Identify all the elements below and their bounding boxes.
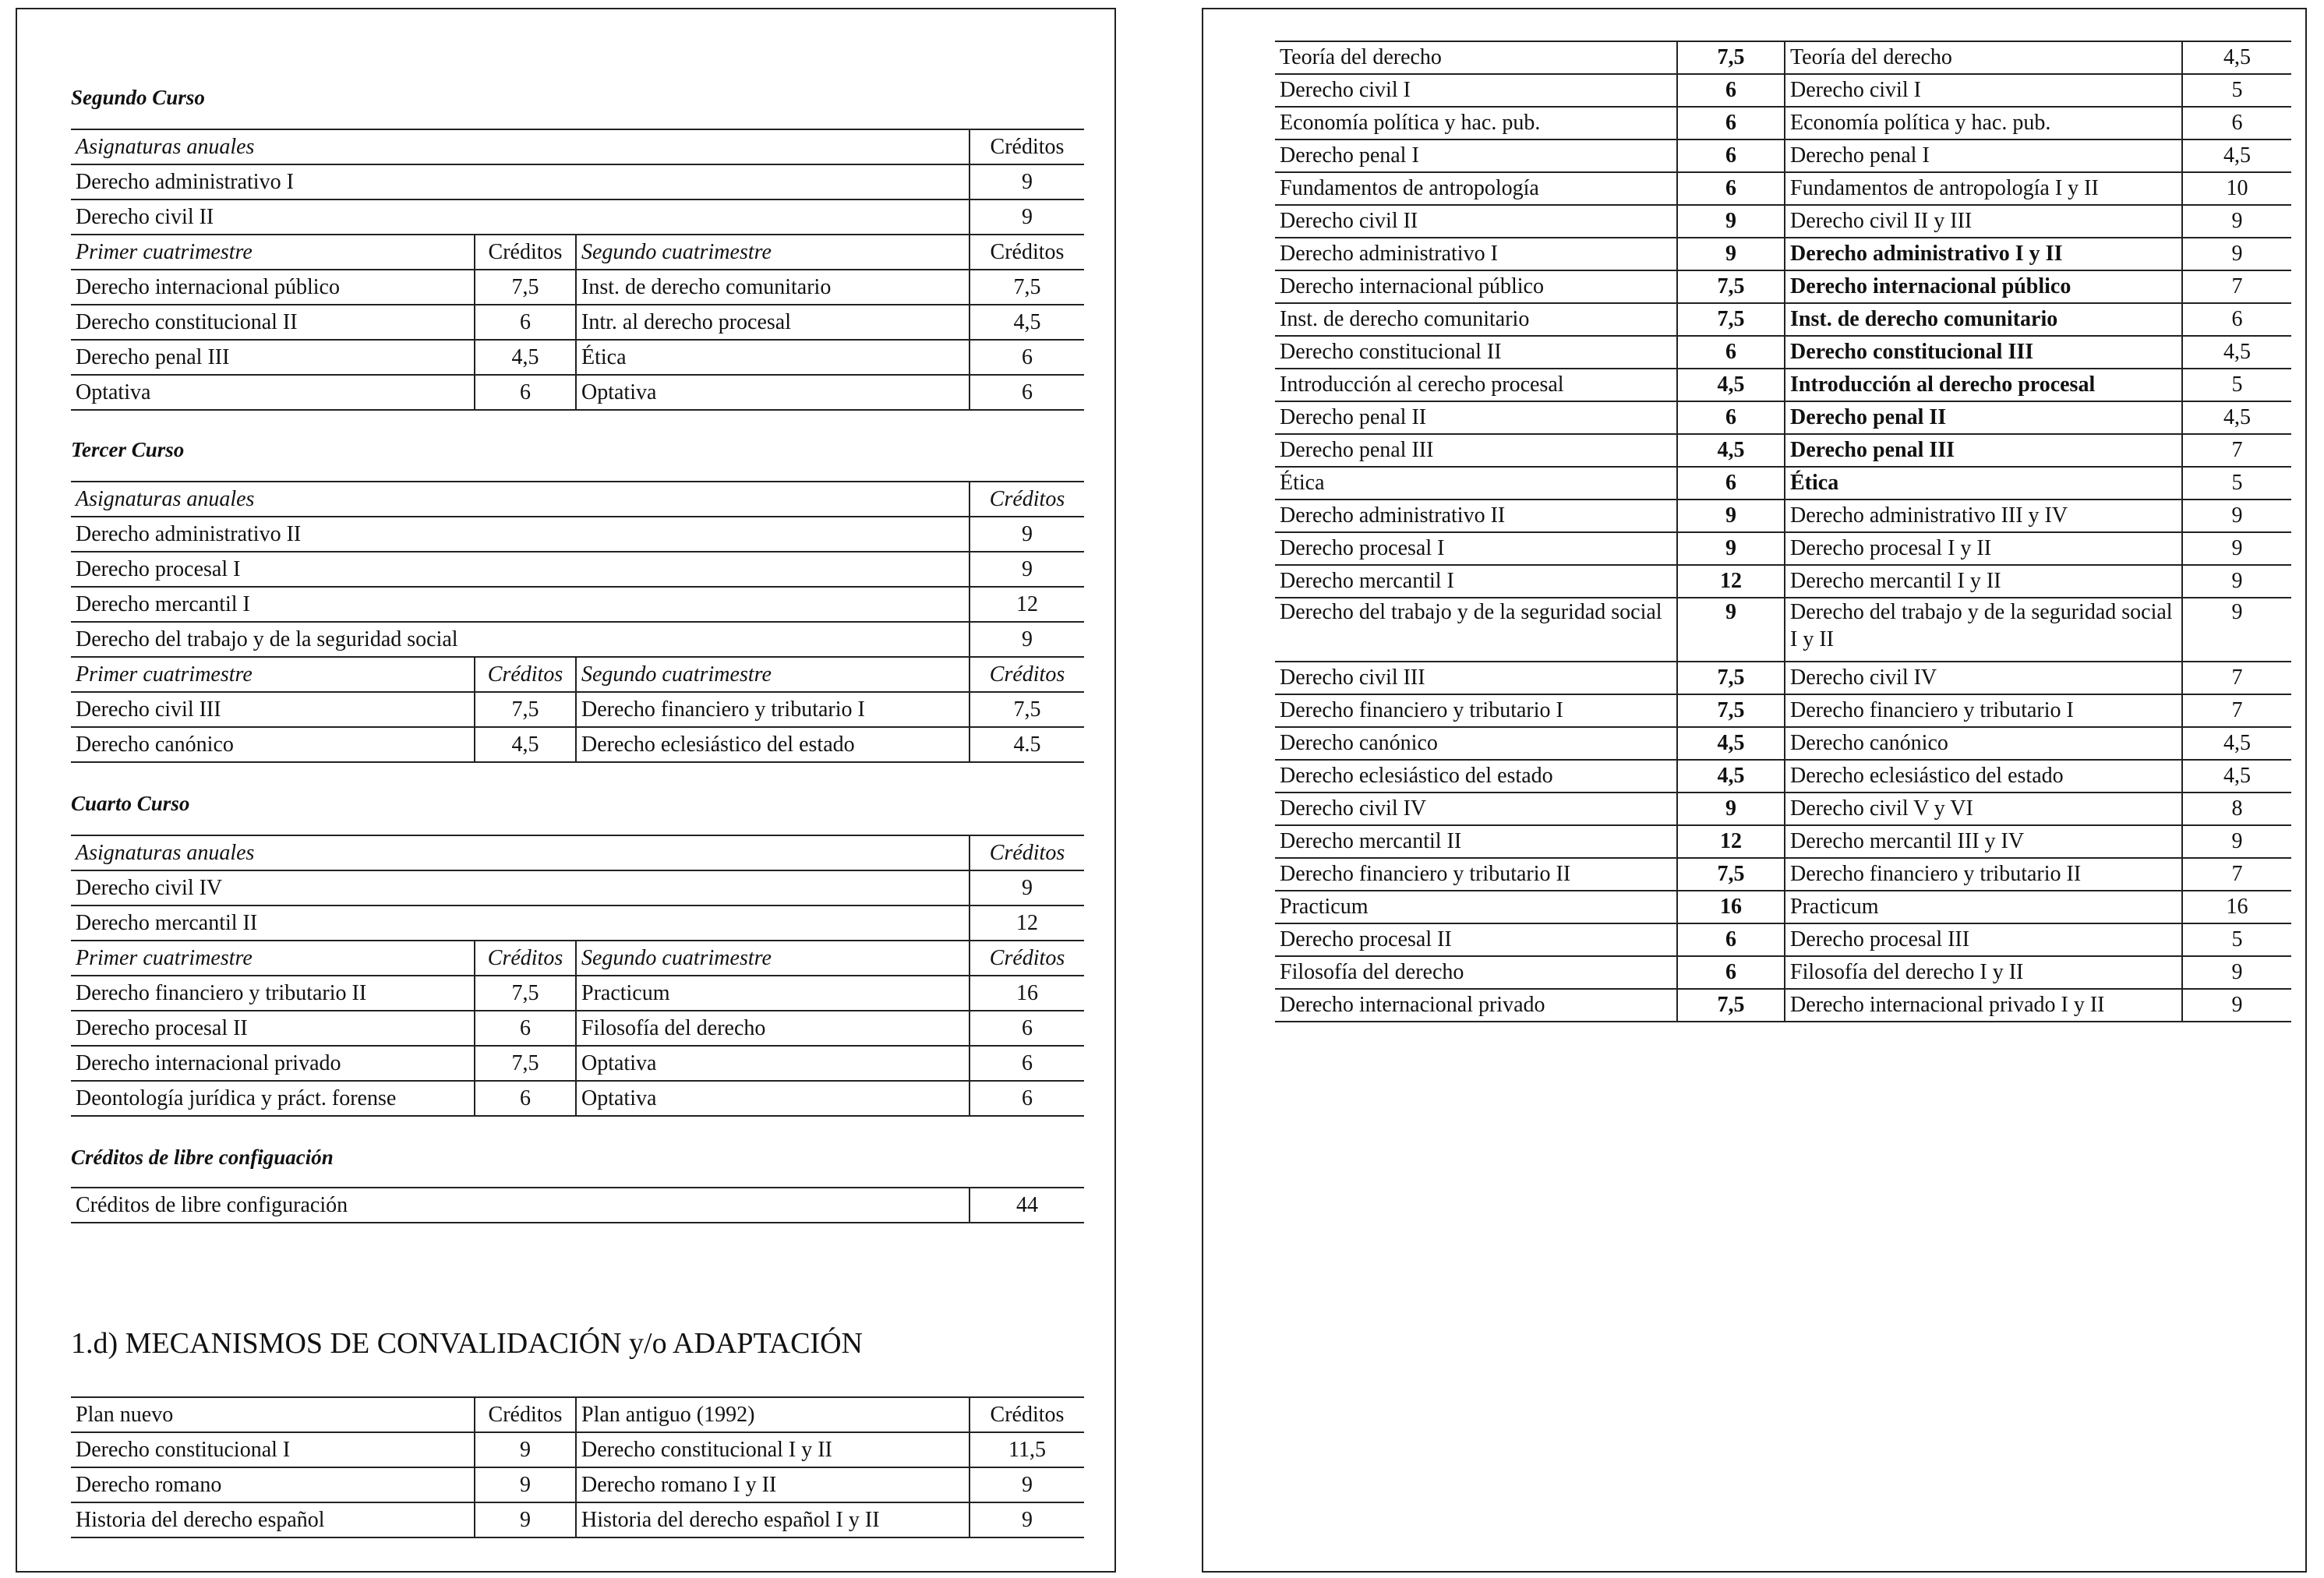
table-cell: Derecho internacional privado bbox=[1275, 989, 1677, 1022]
table-cell: 6 bbox=[970, 1011, 1084, 1046]
table-cell: 4,5 bbox=[1677, 369, 1785, 401]
table-row bbox=[1275, 41, 2291, 74]
table-row bbox=[1275, 205, 2291, 238]
table-cell: 6 bbox=[970, 1046, 1084, 1081]
header-cell: Primer cuatrimestre bbox=[71, 941, 475, 976]
table-cell: Derecho procesal II bbox=[71, 1011, 475, 1046]
table-row bbox=[71, 164, 1084, 199]
table-cell: 7,5 bbox=[1677, 858, 1785, 891]
header-cell: Plan nuevo bbox=[71, 1397, 475, 1432]
table-cell: Derecho eclesiástico del estado bbox=[1785, 760, 2182, 793]
table-cell: Derecho administrativo II bbox=[71, 517, 970, 552]
header-cell: Créditos bbox=[970, 129, 1084, 164]
table-cell: Derecho procesal I bbox=[71, 552, 970, 587]
table-cell: Derecho procesal III bbox=[1785, 923, 2182, 956]
table-cell: 7,5 bbox=[1677, 41, 1785, 74]
table-row bbox=[1275, 662, 2291, 694]
table-cell: Historia del derecho español I y II bbox=[576, 1502, 970, 1537]
table-cell: 7,5 bbox=[1677, 303, 1785, 336]
table-row bbox=[71, 1011, 1084, 1046]
table-cell: Inst. de derecho comunitario bbox=[1275, 303, 1677, 336]
table-cell: Derecho internacional público bbox=[1275, 270, 1677, 303]
table-row bbox=[1275, 793, 2291, 825]
table-cell: 11,5 bbox=[970, 1432, 1084, 1467]
table-cell: Derecho romano I y II bbox=[576, 1467, 970, 1502]
header-cell: Créditos bbox=[475, 235, 576, 270]
table-row bbox=[71, 587, 1084, 622]
table-row bbox=[71, 870, 1084, 905]
table-cell: 6 bbox=[475, 375, 576, 410]
table-cell: Derecho civil IV bbox=[1785, 662, 2182, 694]
table-row bbox=[1275, 434, 2291, 467]
section-title-tercer: Tercer Curso bbox=[71, 438, 185, 461]
table-cell: 6 bbox=[1677, 107, 1785, 139]
table-cell: 7,5 bbox=[475, 976, 576, 1011]
header-cell: Créditos bbox=[970, 235, 1084, 270]
table-cell: 9 bbox=[970, 517, 1084, 552]
table-cell: 6 bbox=[1677, 923, 1785, 956]
table-row bbox=[71, 340, 1084, 375]
table-cell: Derecho penal III bbox=[1785, 434, 2182, 467]
table-cell: 9 bbox=[970, 552, 1084, 587]
table-convalidacion bbox=[71, 1396, 1084, 1538]
section-title-cuarto: Cuarto Curso bbox=[71, 792, 190, 815]
table-row bbox=[71, 1467, 1084, 1502]
table-cell: 12 bbox=[1677, 565, 1785, 598]
table-cell: Derecho financiero y tributario II bbox=[1275, 858, 1677, 891]
table-cell: 9 bbox=[1677, 532, 1785, 565]
table-cell: 9 bbox=[2182, 205, 2291, 238]
table-cell: 9 bbox=[970, 164, 1084, 199]
table-row bbox=[71, 517, 1084, 552]
table-cell: Inst. de derecho comunitario bbox=[1785, 303, 2182, 336]
table-cell: Créditos de libre configuración bbox=[71, 1188, 970, 1223]
table-cell: Derecho mercantil III y IV bbox=[1785, 825, 2182, 858]
table-equivalencias bbox=[1275, 41, 2291, 1022]
table-cell: Derecho mercantil II bbox=[71, 905, 970, 941]
header-cell: Primer cuatrimestre bbox=[71, 657, 475, 692]
table-cell: 6 bbox=[2182, 303, 2291, 336]
header-cell: Primer cuatrimestre bbox=[71, 235, 475, 270]
table-cell: Ética bbox=[1275, 467, 1677, 500]
table-cell: Derecho canónico bbox=[1275, 727, 1677, 760]
table-cell: 6 bbox=[475, 1081, 576, 1116]
table-row bbox=[1275, 858, 2291, 891]
header-cell: Segundo cuatrimestre bbox=[576, 657, 970, 692]
table-row bbox=[71, 1188, 1084, 1223]
table-cell: 9 bbox=[475, 1432, 576, 1467]
table-row bbox=[1275, 989, 2291, 1022]
table-cell: 9 bbox=[970, 870, 1084, 905]
table-cell: 6 bbox=[1677, 336, 1785, 369]
table-row bbox=[1275, 270, 2291, 303]
table-cell: Derecho constitucional II bbox=[71, 305, 475, 340]
table-cell: 4,5 bbox=[2182, 760, 2291, 793]
table-cell: Derecho civil III bbox=[71, 692, 475, 727]
table-row bbox=[1275, 303, 2291, 336]
table-cell: 7,5 bbox=[1677, 989, 1785, 1022]
table-row bbox=[1275, 825, 2291, 858]
table-row bbox=[1275, 532, 2291, 565]
table-cell: Deontología jurídica y práct. forense bbox=[71, 1081, 475, 1116]
header-cell: Asignaturas anuales bbox=[71, 129, 970, 164]
table-cell: 7,5 bbox=[970, 270, 1084, 305]
table-cell: 7,5 bbox=[475, 270, 576, 305]
header-cell: Créditos bbox=[970, 941, 1084, 976]
table-cell: Derecho civil I bbox=[1275, 74, 1677, 107]
table-row bbox=[71, 692, 1084, 727]
header-cell: Segundo cuatrimestre bbox=[576, 235, 970, 270]
table-row bbox=[1275, 401, 2291, 434]
table-cell: 5 bbox=[2182, 74, 2291, 107]
table-cell: Filosofía del derecho bbox=[576, 1011, 970, 1046]
table-cell: Derecho civil III bbox=[1275, 662, 1677, 694]
table-cell: Derecho mercantil I bbox=[71, 587, 970, 622]
table-cell: Practicum bbox=[1785, 891, 2182, 923]
table-cell: 9 bbox=[970, 199, 1084, 235]
table-cell: 7,5 bbox=[1677, 662, 1785, 694]
header-cell: Créditos bbox=[970, 835, 1084, 870]
table-cell: 6 bbox=[475, 305, 576, 340]
table-row bbox=[71, 1432, 1084, 1467]
table-cell: 9 bbox=[1677, 205, 1785, 238]
table-cell: 9 bbox=[475, 1467, 576, 1502]
table-cell: 6 bbox=[1677, 956, 1785, 989]
table-cell: Teoría del derecho bbox=[1275, 41, 1677, 74]
table-cell: Historia del derecho español bbox=[71, 1502, 475, 1537]
table-cell: Optativa bbox=[576, 1081, 970, 1116]
right-page bbox=[1202, 8, 2307, 1573]
table-cell: Inst. de derecho comunitario bbox=[576, 270, 970, 305]
table-cell: Teoría del derecho bbox=[1785, 41, 2182, 74]
table-cell: Derecho canónico bbox=[71, 727, 475, 762]
table-row bbox=[1275, 694, 2291, 727]
table-cell: 9 bbox=[2182, 565, 2291, 598]
table-cell: Derecho penal I bbox=[1785, 139, 2182, 172]
table-row bbox=[71, 270, 1084, 305]
equivalencias-body bbox=[1275, 41, 2291, 1022]
table-row bbox=[1275, 598, 2291, 662]
table-cuarto-curso bbox=[71, 835, 1084, 1117]
table-cell: 9 bbox=[970, 1467, 1084, 1502]
table-cell: Derecho constitucional I bbox=[71, 1432, 475, 1467]
table-row bbox=[71, 622, 1084, 657]
table-cell: 16 bbox=[1677, 891, 1785, 923]
table-cell: 4,5 bbox=[970, 305, 1084, 340]
table-cell: Derecho procesal I y II bbox=[1785, 532, 2182, 565]
table-row bbox=[71, 375, 1084, 410]
table-cell: 6 bbox=[1677, 172, 1785, 205]
table-cell: Optativa bbox=[576, 1046, 970, 1081]
table-cell: 9 bbox=[2182, 825, 2291, 858]
table-cell: Derecho financiero y tributario II bbox=[1785, 858, 2182, 891]
section-title-libre: Créditos de libre configuación bbox=[71, 1146, 334, 1169]
table-cell: Derecho civil II bbox=[71, 199, 970, 235]
table-cell: Filosofía del derecho bbox=[1275, 956, 1677, 989]
table-row bbox=[1275, 139, 2291, 172]
table-cell: 6 bbox=[475, 1011, 576, 1046]
table-cell: Fundamentos de antropología I y II bbox=[1785, 172, 2182, 205]
table-cell: 4,5 bbox=[1677, 434, 1785, 467]
table-cell: 6 bbox=[1677, 139, 1785, 172]
table-cell: 7,5 bbox=[475, 1046, 576, 1081]
table-cell: Derecho eclesiástico del estado bbox=[1275, 760, 1677, 793]
table-cell: Derecho civil I bbox=[1785, 74, 2182, 107]
table-row bbox=[1275, 107, 2291, 139]
table-cell: Derecho del trabajo y de la seguridad social I y II bbox=[1785, 598, 2182, 662]
table-row bbox=[1275, 565, 2291, 598]
table-header bbox=[71, 835, 1084, 870]
table-cell: 4,5 bbox=[475, 340, 576, 375]
table-cell: Derecho administrativo III y IV bbox=[1785, 500, 2182, 532]
table-cell: 4,5 bbox=[475, 727, 576, 762]
table-cell: Derecho procesal I bbox=[1275, 532, 1677, 565]
table-cell: 6 bbox=[1677, 74, 1785, 107]
table-cell: Derecho canónico bbox=[1785, 727, 2182, 760]
table-header bbox=[71, 1397, 1084, 1432]
header-cell: Asignaturas anuales bbox=[71, 482, 970, 517]
table-cell: Derecho penal I bbox=[1275, 139, 1677, 172]
table-cell: 9 bbox=[475, 1502, 576, 1537]
table-cell: 7,5 bbox=[1677, 270, 1785, 303]
table-header bbox=[71, 941, 1084, 976]
table-cell: 5 bbox=[2182, 923, 2291, 956]
table-cell: 12 bbox=[970, 905, 1084, 941]
table-cell: 5 bbox=[2182, 467, 2291, 500]
table-cell: 4,5 bbox=[2182, 139, 2291, 172]
table-cell: Derecho del trabajo y de la seguridad social bbox=[1275, 598, 1677, 662]
table-cell: Derecho constitucional II bbox=[1275, 336, 1677, 369]
table-row bbox=[71, 305, 1084, 340]
table-cell: Ética bbox=[1785, 467, 2182, 500]
table-cell: 9 bbox=[1677, 598, 1785, 662]
table-cell: 6 bbox=[970, 1081, 1084, 1116]
table-cell: 9 bbox=[2182, 956, 2291, 989]
table-cell: Practicum bbox=[576, 976, 970, 1011]
table-row bbox=[71, 727, 1084, 762]
table-cell: 7,5 bbox=[1677, 694, 1785, 727]
table-cell: Derecho civil II y III bbox=[1785, 205, 2182, 238]
table-cell: Derecho internacional privado bbox=[71, 1046, 475, 1081]
table-cell: 7 bbox=[2182, 270, 2291, 303]
table-cell: 6 bbox=[970, 375, 1084, 410]
table-row bbox=[1275, 956, 2291, 989]
table-cell: Derecho financiero y tributario I bbox=[1785, 694, 2182, 727]
table-cell: Derecho internacional privado I y II bbox=[1785, 989, 2182, 1022]
table-libre-configuracion bbox=[71, 1187, 1084, 1223]
table-header bbox=[71, 235, 1084, 270]
table-cell: 9 bbox=[2182, 238, 2291, 270]
table-cell: 9 bbox=[2182, 532, 2291, 565]
table-cell: Optativa bbox=[576, 375, 970, 410]
table-cell: 4,5 bbox=[2182, 41, 2291, 74]
table-cell: 7 bbox=[2182, 434, 2291, 467]
table-cell: 4,5 bbox=[1677, 760, 1785, 793]
header-cell: Créditos bbox=[970, 657, 1084, 692]
header-cell: Segundo cuatrimestre bbox=[576, 941, 970, 976]
header-cell: Créditos bbox=[475, 941, 576, 976]
table-cell: Practicum bbox=[1275, 891, 1677, 923]
table-cell: Derecho administrativo I y II bbox=[1785, 238, 2182, 270]
table-cell: Filosofía del derecho I y II bbox=[1785, 956, 2182, 989]
table-cell: 4.5 bbox=[970, 727, 1084, 762]
table-cell: 9 bbox=[1677, 500, 1785, 532]
table-cell: Derecho financiero y tributario II bbox=[71, 976, 475, 1011]
table-cell: Introducción al cerecho procesal bbox=[1275, 369, 1677, 401]
table-cell: 6 bbox=[970, 340, 1084, 375]
table-cell: 5 bbox=[2182, 369, 2291, 401]
table-cell: 12 bbox=[970, 587, 1084, 622]
table-cell: Derecho romano bbox=[71, 1467, 475, 1502]
table-cell: 6 bbox=[1677, 467, 1785, 500]
table-cell: Derecho civil II bbox=[1275, 205, 1677, 238]
table-row bbox=[1275, 74, 2291, 107]
table-row bbox=[1275, 238, 2291, 270]
table-cell: 9 bbox=[970, 622, 1084, 657]
table-cell: Derecho constitucional III bbox=[1785, 336, 2182, 369]
table-cell: Derecho internacional público bbox=[71, 270, 475, 305]
table-row bbox=[1275, 760, 2291, 793]
table-cell: 6 bbox=[2182, 107, 2291, 139]
table-cell: Derecho constitucional I y II bbox=[576, 1432, 970, 1467]
table-row bbox=[71, 199, 1084, 235]
table-row bbox=[71, 905, 1084, 941]
table-cell: Derecho civil V y VI bbox=[1785, 793, 2182, 825]
table-cell: Derecho internacional público bbox=[1785, 270, 2182, 303]
table-cell: 9 bbox=[1677, 793, 1785, 825]
table-row bbox=[1275, 923, 2291, 956]
table-cell: Derecho administrativo II bbox=[1275, 500, 1677, 532]
table-cell: Derecho civil IV bbox=[1275, 793, 1677, 825]
table-cell: Derecho mercantil I bbox=[1275, 565, 1677, 598]
table-cell: 16 bbox=[2182, 891, 2291, 923]
table-cell: 4,5 bbox=[1677, 727, 1785, 760]
table-row bbox=[1275, 369, 2291, 401]
table-cell: 9 bbox=[2182, 500, 2291, 532]
table-cell: 9 bbox=[1677, 238, 1785, 270]
table-cell: 6 bbox=[1677, 401, 1785, 434]
table-cell: Derecho penal II bbox=[1275, 401, 1677, 434]
table-cell: Intr. al derecho procesal bbox=[576, 305, 970, 340]
convalidacion-heading: 1.d) MECANISMOS DE CONVALIDACIÓN y/o ADAPTACIÓN bbox=[71, 1327, 863, 1360]
table-cell: 12 bbox=[1677, 825, 1785, 858]
table-row bbox=[71, 552, 1084, 587]
table-cell: 4,5 bbox=[2182, 401, 2291, 434]
table-cell: 8 bbox=[2182, 793, 2291, 825]
table-cell: 7 bbox=[2182, 858, 2291, 891]
table-cell: Optativa bbox=[71, 375, 475, 410]
table-row bbox=[1275, 500, 2291, 532]
table-cell: Derecho administrativo I bbox=[71, 164, 970, 199]
table-cell: Introducción al derecho procesal bbox=[1785, 369, 2182, 401]
header-cell: Plan antiguo (1992) bbox=[576, 1397, 970, 1432]
table-row bbox=[1275, 891, 2291, 923]
table-row bbox=[71, 976, 1084, 1011]
header-cell: Créditos bbox=[970, 1397, 1084, 1432]
table-row bbox=[71, 1081, 1084, 1116]
table-cell: Ética bbox=[576, 340, 970, 375]
table-tercer-curso bbox=[71, 481, 1084, 763]
table-header bbox=[71, 129, 1084, 164]
header-cell: Asignaturas anuales bbox=[71, 835, 970, 870]
table-row bbox=[1275, 172, 2291, 205]
table-row bbox=[71, 1046, 1084, 1081]
table-cell: Derecho penal III bbox=[1275, 434, 1677, 467]
table-cell: Fundamentos de antropología bbox=[1275, 172, 1677, 205]
table-segundo-curso bbox=[71, 129, 1084, 411]
table-cell: Derecho civil IV bbox=[71, 870, 970, 905]
table-cell: Derecho mercantil I y II bbox=[1785, 565, 2182, 598]
table-cell: 4,5 bbox=[2182, 336, 2291, 369]
section-title-segundo: Segundo Curso bbox=[71, 86, 205, 109]
header-cell: Créditos bbox=[475, 1397, 576, 1432]
table-cell: 9 bbox=[970, 1502, 1084, 1537]
table-cell: Derecho penal III bbox=[71, 340, 475, 375]
table-row bbox=[71, 1502, 1084, 1537]
table-cell: Derecho financiero y tributario I bbox=[1275, 694, 1677, 727]
table-cell: Derecho financiero y tributario I bbox=[576, 692, 970, 727]
table-cell: 44 bbox=[970, 1188, 1084, 1223]
table-header bbox=[71, 482, 1084, 517]
table-cell: 4,5 bbox=[2182, 727, 2291, 760]
table-cell: 9 bbox=[2182, 989, 2291, 1022]
header-cell: Créditos bbox=[970, 482, 1084, 517]
table-cell: 16 bbox=[970, 976, 1084, 1011]
table-row bbox=[1275, 336, 2291, 369]
table-cell: 7 bbox=[2182, 662, 2291, 694]
table-cell: 10 bbox=[2182, 172, 2291, 205]
table-row bbox=[1275, 727, 2291, 760]
table-cell: Economía política y hac. pub. bbox=[1275, 107, 1677, 139]
table-cell: 9 bbox=[2182, 598, 2291, 662]
table-row bbox=[1275, 467, 2291, 500]
table-cell: Derecho penal II bbox=[1785, 401, 2182, 434]
table-cell: 7,5 bbox=[475, 692, 576, 727]
left-page bbox=[16, 8, 1116, 1573]
table-cell: 7 bbox=[2182, 694, 2291, 727]
table-cell: Derecho eclesiástico del estado bbox=[576, 727, 970, 762]
table-cell: Economía política y hac. pub. bbox=[1785, 107, 2182, 139]
table-cell: Derecho del trabajo y de la seguridad social bbox=[71, 622, 970, 657]
table-cell: Derecho procesal II bbox=[1275, 923, 1677, 956]
table-cell: 7,5 bbox=[970, 692, 1084, 727]
table-cell: Derecho administrativo I bbox=[1275, 238, 1677, 270]
table-cell: Derecho mercantil II bbox=[1275, 825, 1677, 858]
header-cell: Créditos bbox=[475, 657, 576, 692]
table-header bbox=[71, 657, 1084, 692]
